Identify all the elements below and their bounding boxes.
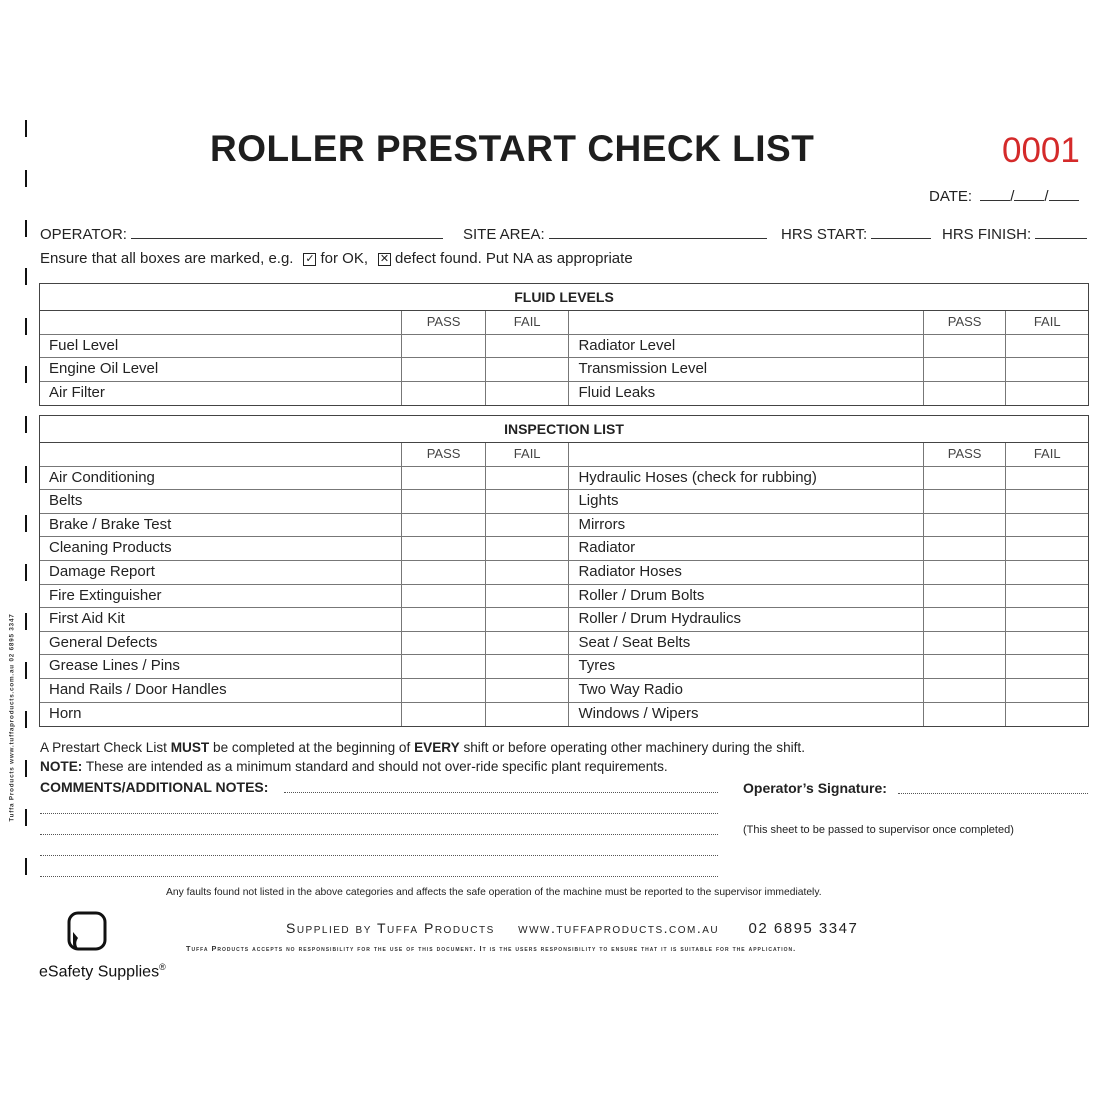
fail-checkbox[interactable] bbox=[1005, 335, 1088, 358]
check-item-label: Hydraulic Hoses (check for rubbing) bbox=[568, 467, 922, 490]
inspection-list-heading: INSPECTION LIST bbox=[40, 416, 1088, 443]
binding-tick bbox=[25, 220, 27, 237]
table-row bbox=[40, 490, 1088, 514]
note-line: NOTE: These are intended as a minimum standard and should not over-ride specific plant requirements. bbox=[40, 759, 668, 774]
pass-checkbox[interactable] bbox=[923, 608, 1006, 631]
pass-checkbox[interactable] bbox=[923, 467, 1006, 490]
pass-checkbox[interactable] bbox=[401, 335, 485, 358]
prestart-requirement: A Prestart Check List MUST be completed at the beginning of EVERY shift or before operating other machinery during the shift. bbox=[40, 740, 805, 755]
instructions: Ensure that all boxes are marked, e.g. ✓ for OK, ✕ defect found. Put NA as appropriate bbox=[40, 250, 633, 267]
hrs-finish-label: HRS FINISH: bbox=[942, 226, 1032, 243]
binding-tick bbox=[25, 662, 27, 679]
fail-checkbox[interactable] bbox=[1005, 703, 1088, 727]
check-item-label: Grease Lines / Pins bbox=[49, 657, 180, 675]
pass-checkbox[interactable] bbox=[401, 608, 485, 631]
pass-checkbox[interactable] bbox=[923, 490, 1006, 513]
fail-checkbox[interactable] bbox=[485, 608, 569, 631]
binding-tick bbox=[25, 613, 27, 630]
fail-checkbox[interactable] bbox=[1005, 679, 1088, 702]
check-item-label: Radiator Hoses bbox=[568, 561, 922, 584]
date-label: DATE: bbox=[929, 188, 973, 205]
check-item-label: Windows / Wipers bbox=[568, 703, 922, 727]
fluid-levels-table bbox=[39, 283, 1089, 406]
check-item-label: Damage Report bbox=[49, 562, 155, 580]
fail-checkbox[interactable] bbox=[485, 382, 569, 406]
defect-checkbox-example: ✕ bbox=[379, 253, 390, 265]
fail-checkbox[interactable] bbox=[1005, 608, 1088, 631]
fail-checkbox[interactable] bbox=[1005, 382, 1088, 406]
fail-checkbox[interactable] bbox=[485, 585, 569, 608]
binding-tick bbox=[25, 515, 27, 532]
brand-name: eSafety Supplies® bbox=[39, 962, 166, 981]
pass-checkbox[interactable] bbox=[401, 703, 485, 727]
check-item-label: Radiator bbox=[568, 537, 922, 560]
pass-checkbox[interactable] bbox=[923, 585, 1006, 608]
pass-checkbox[interactable] bbox=[923, 358, 1006, 381]
fail-checkbox[interactable] bbox=[1005, 632, 1088, 655]
check-item-label: Seat / Seat Belts bbox=[568, 632, 922, 655]
check-item-label: Fluid Leaks bbox=[568, 382, 922, 406]
comments-line[interactable] bbox=[284, 792, 718, 793]
binding-tick bbox=[25, 170, 27, 187]
supplier-phone: 02 6895 3347 bbox=[748, 920, 859, 937]
table-row bbox=[40, 335, 1088, 359]
disclaimer: Tuffa Products accepts no responsibility for the use of this document. It is the users responsibility to ensure that it is suitable for the application. bbox=[186, 944, 797, 953]
signature-label: Operator’s Signature: bbox=[743, 780, 887, 796]
fail-checkbox[interactable] bbox=[485, 632, 569, 655]
fail-header: FAIL bbox=[1005, 443, 1088, 466]
hrs-start-field[interactable] bbox=[781, 224, 931, 243]
operator-field[interactable] bbox=[40, 224, 443, 243]
table-row bbox=[40, 467, 1088, 491]
pass-checkbox[interactable] bbox=[401, 514, 485, 537]
hrs-start-label: HRS START: bbox=[781, 226, 868, 243]
pass-checkbox[interactable] bbox=[923, 382, 1006, 406]
fail-checkbox[interactable] bbox=[485, 467, 569, 490]
fail-checkbox[interactable] bbox=[485, 561, 569, 584]
pass-header: PASS bbox=[923, 443, 1006, 466]
fail-checkbox[interactable] bbox=[485, 679, 569, 702]
comments-line[interactable] bbox=[40, 834, 718, 835]
fail-checkbox[interactable] bbox=[485, 514, 569, 537]
binding-tick bbox=[25, 366, 27, 383]
check-item-label: Roller / Drum Hydraulics bbox=[568, 608, 922, 631]
pass-checkbox[interactable] bbox=[923, 335, 1006, 358]
fail-checkbox[interactable] bbox=[1005, 358, 1088, 381]
pass-checkbox[interactable] bbox=[401, 382, 485, 406]
pass-to-supervisor-note: (This sheet to be passed to supervisor once completed) bbox=[743, 824, 1014, 836]
check-item-label: Roller / Drum Bolts bbox=[568, 585, 922, 608]
binding-tick bbox=[25, 564, 27, 581]
table-row bbox=[40, 679, 1088, 703]
table-header-row bbox=[40, 443, 1088, 467]
table-row bbox=[40, 608, 1088, 632]
check-item-label: Fuel Level bbox=[49, 336, 119, 354]
vertical-supplier-text: Tuffa Products www.tuffaproducts.com.au 02 6895 3347 bbox=[8, 613, 16, 822]
check-item-label: Transmission Level bbox=[568, 358, 922, 381]
comments-line[interactable] bbox=[40, 876, 718, 877]
date-field[interactable]: DATE: / / bbox=[929, 186, 1079, 205]
comments-line[interactable] bbox=[40, 855, 718, 856]
pass-checkbox[interactable] bbox=[401, 632, 485, 655]
pass-checkbox[interactable] bbox=[401, 358, 485, 381]
fail-checkbox[interactable] bbox=[485, 335, 569, 358]
site-area-label: SITE AREA: bbox=[463, 226, 545, 243]
check-item-label: Engine Oil Level bbox=[49, 360, 159, 378]
table-row bbox=[40, 585, 1088, 609]
pass-header: PASS bbox=[401, 443, 485, 466]
check-item-label: Lights bbox=[568, 490, 922, 513]
pass-checkbox[interactable] bbox=[923, 703, 1006, 727]
supplier-website: www.tuffaproducts.com.au bbox=[518, 920, 720, 936]
pass-checkbox[interactable] bbox=[923, 679, 1006, 702]
hrs-finish-field[interactable] bbox=[942, 224, 1087, 243]
check-item-label: Air Conditioning bbox=[49, 468, 155, 486]
table-row bbox=[40, 703, 1088, 727]
signature-line[interactable] bbox=[898, 793, 1088, 794]
fail-checkbox[interactable] bbox=[1005, 490, 1088, 513]
binding-tick bbox=[25, 760, 27, 777]
pass-checkbox[interactable] bbox=[923, 655, 1006, 678]
table-row bbox=[40, 632, 1088, 656]
ok-checkbox-example: ✓ bbox=[305, 253, 315, 265]
binding-tick bbox=[25, 416, 27, 433]
fail-checkbox[interactable] bbox=[485, 537, 569, 560]
pass-checkbox[interactable] bbox=[401, 467, 485, 490]
check-item-label: Air Filter bbox=[49, 383, 105, 401]
fail-checkbox[interactable] bbox=[485, 703, 569, 727]
esafety-logo-icon bbox=[66, 910, 108, 952]
pass-checkbox[interactable] bbox=[923, 537, 1006, 560]
comments-label: COMMENTS/ADDITIONAL NOTES: bbox=[40, 779, 269, 795]
fail-checkbox[interactable] bbox=[1005, 467, 1088, 490]
table-row bbox=[40, 514, 1088, 538]
table-row bbox=[40, 537, 1088, 561]
pass-header: PASS bbox=[401, 311, 485, 334]
pass-checkbox[interactable] bbox=[401, 561, 485, 584]
fail-checkbox[interactable] bbox=[1005, 655, 1088, 678]
check-item-label: Fire Extinguisher bbox=[49, 586, 162, 604]
check-item-label: Mirrors bbox=[568, 514, 922, 537]
binding-tick bbox=[25, 318, 27, 335]
check-item-label: Tyres bbox=[568, 655, 922, 678]
pass-checkbox[interactable] bbox=[923, 632, 1006, 655]
binding-tick bbox=[25, 466, 27, 483]
fail-checkbox[interactable] bbox=[485, 655, 569, 678]
pass-header: PASS bbox=[923, 311, 1006, 334]
check-item-label: Hand Rails / Door Handles bbox=[49, 680, 227, 698]
fail-header: FAIL bbox=[485, 311, 569, 334]
fail-checkbox[interactable] bbox=[1005, 514, 1088, 537]
pass-checkbox[interactable] bbox=[401, 537, 485, 560]
check-item-label: Horn bbox=[49, 704, 82, 722]
check-item-label: Belts bbox=[49, 492, 83, 510]
table-row bbox=[40, 561, 1088, 585]
form-title: ROLLER PRESTART CHECK LIST bbox=[210, 128, 815, 169]
check-item-label: Two Way Radio bbox=[568, 679, 922, 702]
operator-label: OPERATOR: bbox=[40, 226, 127, 243]
check-item-label: General Defects bbox=[49, 633, 158, 651]
binding-tick bbox=[25, 711, 27, 728]
serial-number: 0001 bbox=[1002, 131, 1080, 170]
binding-tick bbox=[25, 858, 27, 875]
check-item-label: First Aid Kit bbox=[49, 610, 125, 628]
inspection-list-table bbox=[39, 415, 1089, 727]
check-item-label: Cleaning Products bbox=[49, 539, 172, 557]
binding-tick bbox=[25, 120, 27, 137]
pass-checkbox[interactable] bbox=[401, 679, 485, 702]
table-row bbox=[40, 655, 1088, 679]
fail-header: FAIL bbox=[485, 443, 569, 466]
table-row bbox=[40, 358, 1088, 382]
pass-checkbox[interactable] bbox=[923, 561, 1006, 584]
site-area-field[interactable] bbox=[463, 224, 767, 243]
fail-checkbox[interactable] bbox=[1005, 585, 1088, 608]
supplier-line: Supplied by Tuffa Products www.tuffaproducts.com.au 02 6895 3347 bbox=[286, 920, 859, 937]
comments-line[interactable] bbox=[40, 813, 718, 814]
pass-checkbox[interactable] bbox=[923, 514, 1006, 537]
binding-tick bbox=[25, 809, 27, 826]
table-header-row bbox=[40, 311, 1088, 335]
fail-checkbox[interactable] bbox=[1005, 561, 1088, 584]
pass-checkbox[interactable] bbox=[401, 585, 485, 608]
binding-tick bbox=[25, 268, 27, 285]
table-row bbox=[40, 382, 1088, 406]
check-item-label: Brake / Brake Test bbox=[49, 515, 172, 533]
fail-header: FAIL bbox=[1005, 311, 1088, 334]
fail-checkbox[interactable] bbox=[485, 358, 569, 381]
faults-note: Any faults found not listed in the above categories and affects the safe operation of the machine must be reported to the supervisor immediately. bbox=[166, 887, 822, 898]
fluid-levels-heading: FLUID LEVELS bbox=[40, 284, 1088, 311]
pass-checkbox[interactable] bbox=[401, 490, 485, 513]
pass-checkbox[interactable] bbox=[401, 655, 485, 678]
check-item-label: Radiator Level bbox=[568, 335, 922, 358]
fail-checkbox[interactable] bbox=[485, 490, 569, 513]
fail-checkbox[interactable] bbox=[1005, 537, 1088, 560]
